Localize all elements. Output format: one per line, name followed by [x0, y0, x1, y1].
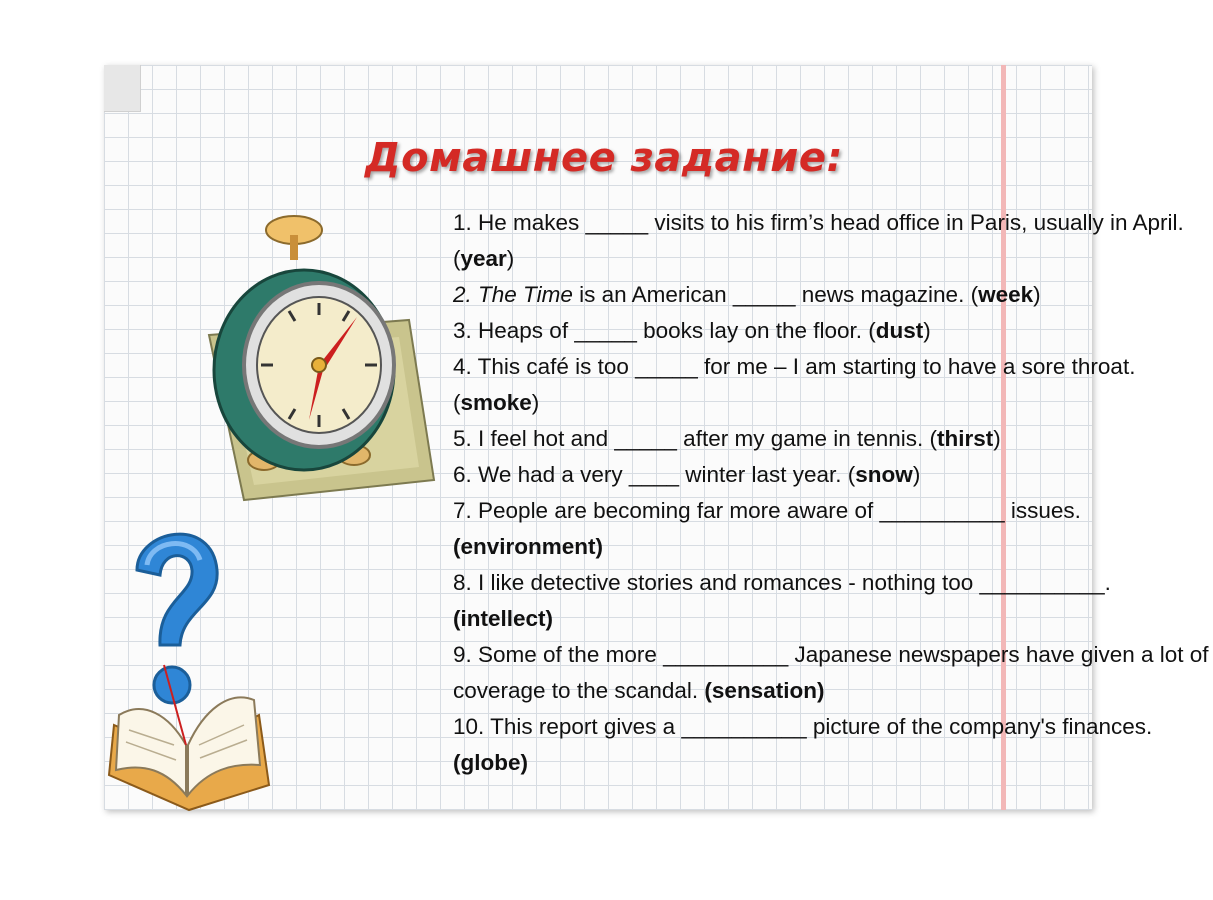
exercise-item: 4. This café is too _____ for me – I am starting to have a sore throat. (smoke)	[453, 354, 1136, 415]
exercise-item: 2. The Time is an American _____ news magazine. (week)	[453, 282, 1041, 307]
key-word: year	[460, 246, 507, 271]
exercise-item: 3. Heaps of _____ books lay on the floor. (dust)	[453, 318, 931, 343]
key-word: (globe)	[453, 750, 528, 775]
exercise-item: 10. This report gives a __________ picture of the company's finances. (globe)	[453, 714, 1153, 775]
key-word: (environment)	[453, 534, 604, 559]
key-word: thirst	[937, 426, 994, 451]
alarm-clock-icon	[194, 205, 444, 505]
magazine-title: 2. The Time	[453, 282, 573, 307]
exercise-item: 7. People are becoming far more aware of __________ issues. (environment)	[453, 498, 1081, 559]
exercise-item: 5. I feel hot and _____ after my game in tennis. (thirst)	[453, 426, 1001, 451]
exercise-item: 9. Some of the more __________ Japanese newspapers have given a lot of coverage to the scandal. (sensation)	[453, 642, 1209, 703]
key-word: dust	[875, 318, 924, 343]
key-word: (sensation)	[704, 678, 825, 703]
key-word: (intellect)	[453, 606, 554, 631]
exercise-item: 6. We had a very ____ winter last year. (snow)	[453, 462, 921, 487]
slide-title: Домашнее задание:	[365, 135, 843, 181]
homework-slide	[104, 65, 1209, 810]
exercise-item: 8. I like detective stories and romances - nothing too __________. (intellect)	[453, 570, 1111, 631]
open-book-icon	[104, 645, 274, 815]
key-word: snow	[855, 462, 913, 487]
exercise-list	[453, 205, 1213, 781]
page-corner	[104, 65, 141, 112]
exercise-item: 1. He makes _____ visits to his firm’s head office in Paris, usually in April. (year)	[453, 210, 1184, 271]
key-word: week	[978, 282, 1034, 307]
key-word: smoke	[460, 390, 532, 415]
